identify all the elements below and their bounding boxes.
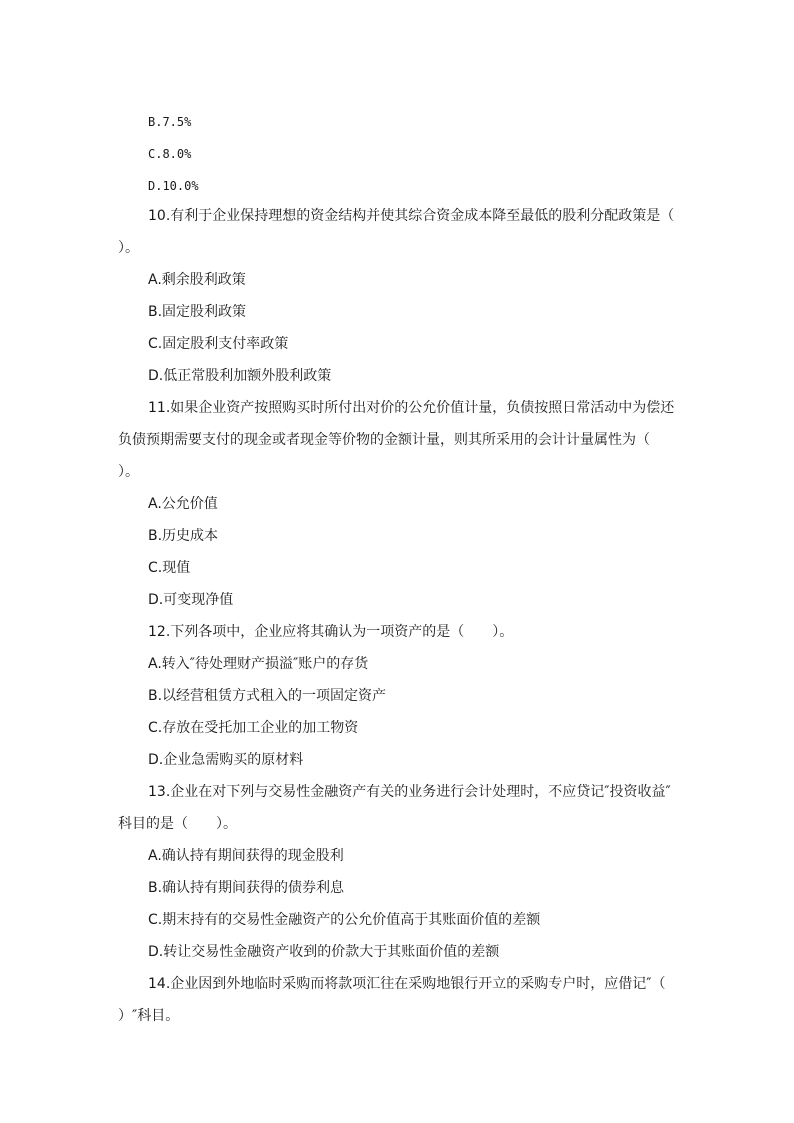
question-11-stem-line-1: 11.如果企业资产按照购买时所付出对价的公允价值计量，负债按照日常活动中为偿还 — [148, 400, 675, 416]
question-11-option-a: A.公允价值 — [148, 496, 218, 512]
question-12-option-a: A.转入″待处理财产损溢″账户的存货 — [148, 656, 369, 672]
question-14-stem-line-2: ）″科目。 — [118, 1008, 180, 1024]
question-12-option-b: B.以经营租赁方式租入的一项固定资产 — [148, 688, 387, 704]
question-13-option-a: A.确认持有期间获得的现金股利 — [148, 848, 344, 864]
question-11-option-c: C.现值 — [148, 560, 191, 576]
question-13-option-d: D.转让交易性金融资产收到的价款大于其账面价值的差额 — [148, 944, 500, 960]
question-11-stem-line-2: 负债预期需要支付的现金或者现金等价物的金额计量，则其所采用的会计计量属性为（ — [118, 432, 650, 448]
question-10-option-a: A.剩余股利政策 — [148, 272, 246, 288]
question-12-option-c: C.存放在受托加工企业的加工物资 — [148, 720, 359, 736]
prev-option-c: C.8.0% — [148, 147, 192, 161]
prev-option-b: B.7.5% — [148, 115, 192, 129]
question-14-stem-line-1: 14.企业因到外地临时采购而将款项汇往在采购地银行开立的采购专户时，应借记″（ — [148, 976, 666, 992]
question-13-option-c: C.期末持有的交易性金融资产的公允价值高于其账面价值的差额 — [148, 912, 541, 928]
question-13-stem-line-1: 13.企业在对下列与交易性金融资产有关的业务进行会计处理时，不应贷记″投资收益″ — [148, 784, 671, 800]
question-10-option-c: C.固定股利支付率政策 — [148, 336, 289, 352]
question-11-option-b: B.历史成本 — [148, 528, 219, 544]
question-10-option-d: D.低正常股利加额外股利政策 — [148, 368, 332, 384]
question-13-option-b: B.确认持有期间获得的债券利息 — [148, 880, 345, 896]
question-10-option-b: B.固定股利政策 — [148, 304, 247, 320]
question-12-stem-line-1: 12.下列各项中，企业应将其确认为一项资产的是（ ）。 — [148, 624, 514, 640]
question-10-stem-line-1: 10.有利于企业保持理想的资金结构并使其综合资金成本降至最低的股利分配政策是（ — [148, 208, 675, 224]
question-12-option-d: D.企业急需购买的原材料 — [148, 752, 304, 768]
question-11-option-d: D.可变现净值 — [148, 592, 234, 608]
question-11-stem-line-3: ）。 — [118, 464, 139, 480]
prev-option-d: D.10.0% — [148, 179, 199, 193]
question-10-stem-line-2: ）。 — [118, 240, 139, 256]
question-13-stem-line-2: 科目的是（ ）。 — [118, 816, 237, 832]
